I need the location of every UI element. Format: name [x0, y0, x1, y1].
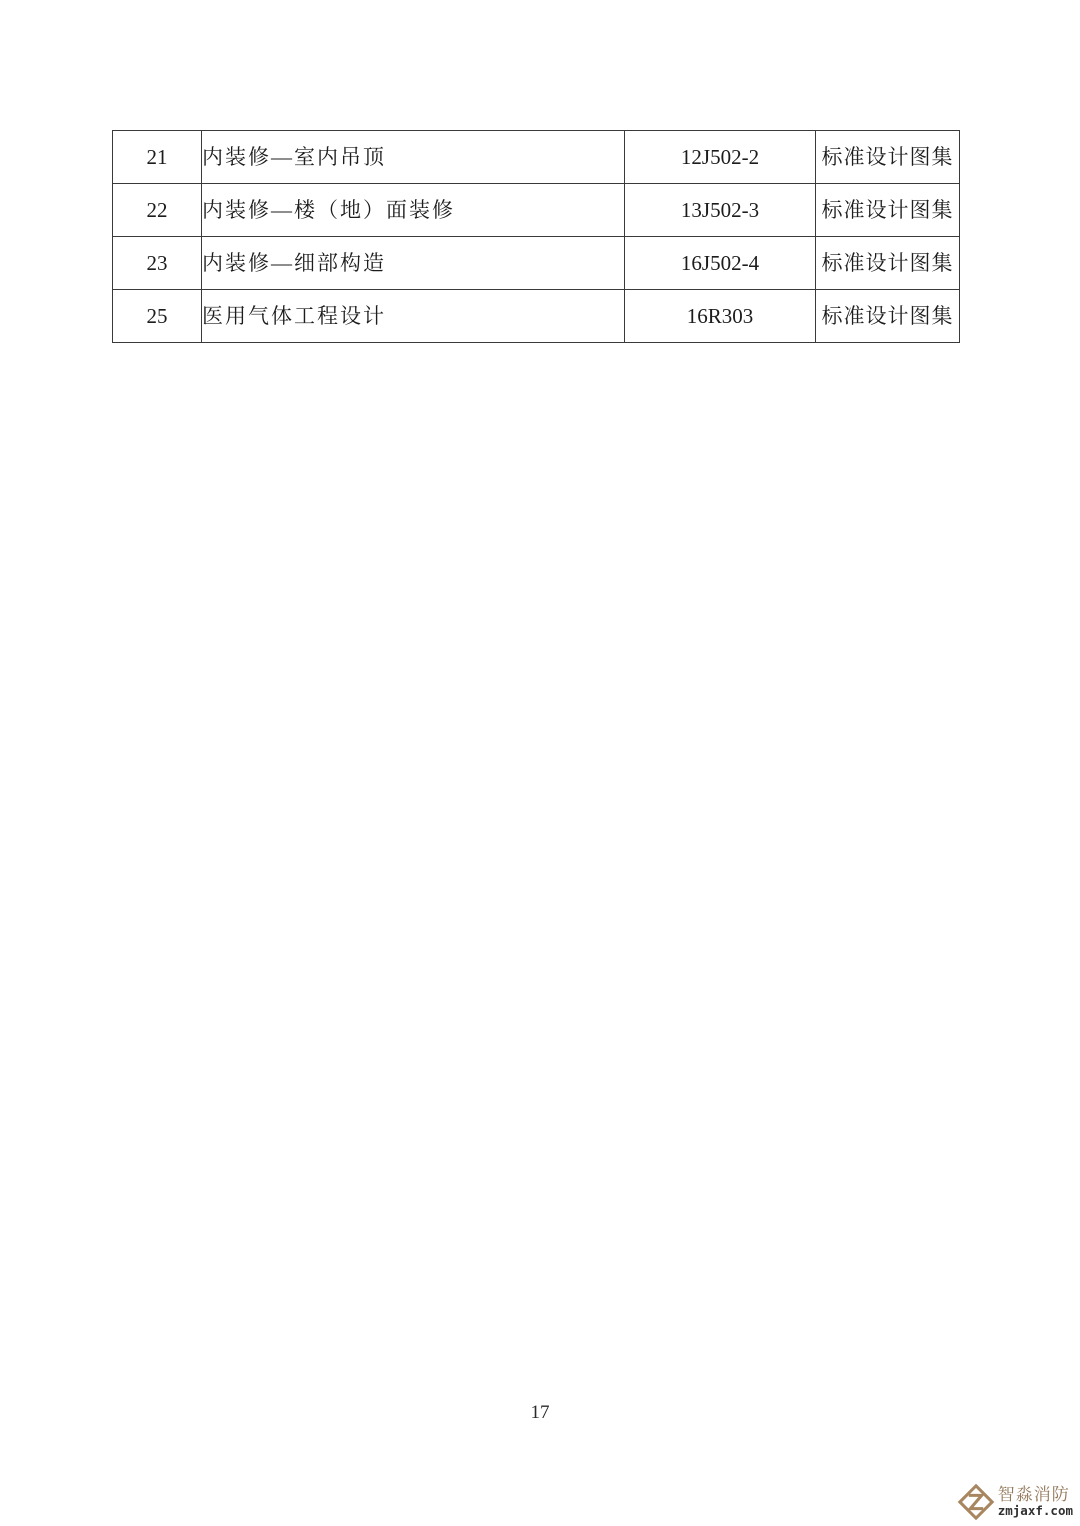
brand-name: 智淼消防 [997, 1485, 1070, 1505]
zhimiao-diamond-logo-icon [957, 1483, 995, 1521]
standard-category: 标准设计图集 [816, 131, 960, 184]
standard-code: 16J502-4 [625, 237, 816, 290]
row-index: 25 [113, 290, 202, 343]
standard-category: 标准设计图集 [816, 184, 960, 237]
standard-code: 16R303 [625, 290, 816, 343]
table-row [113, 237, 960, 290]
standard-category: 标准设计图集 [816, 290, 960, 343]
standards-table [112, 130, 960, 343]
standard-code: 12J502-2 [625, 131, 816, 184]
standard-name: 医用气体工程设计 [202, 290, 625, 343]
page-number: 17 [530, 1402, 550, 1423]
row-index: 22 [113, 184, 202, 237]
row-index: 21 [113, 131, 202, 184]
standard-name: 内装修—室内吊顶 [202, 131, 625, 184]
row-index: 23 [113, 237, 202, 290]
standard-category: 标准设计图集 [816, 237, 960, 290]
standard-code: 13J502-3 [625, 184, 816, 237]
site-watermark [957, 1483, 1073, 1521]
table-row [113, 184, 960, 237]
watermark-text [998, 1486, 1073, 1518]
table-row [113, 131, 960, 184]
brand-url: zmjaxf.com [997, 1503, 1073, 1519]
standard-name: 内装修—楼（地）面装修 [202, 184, 625, 237]
standard-name: 内装修—细部构造 [202, 237, 625, 290]
table-row [113, 290, 960, 343]
